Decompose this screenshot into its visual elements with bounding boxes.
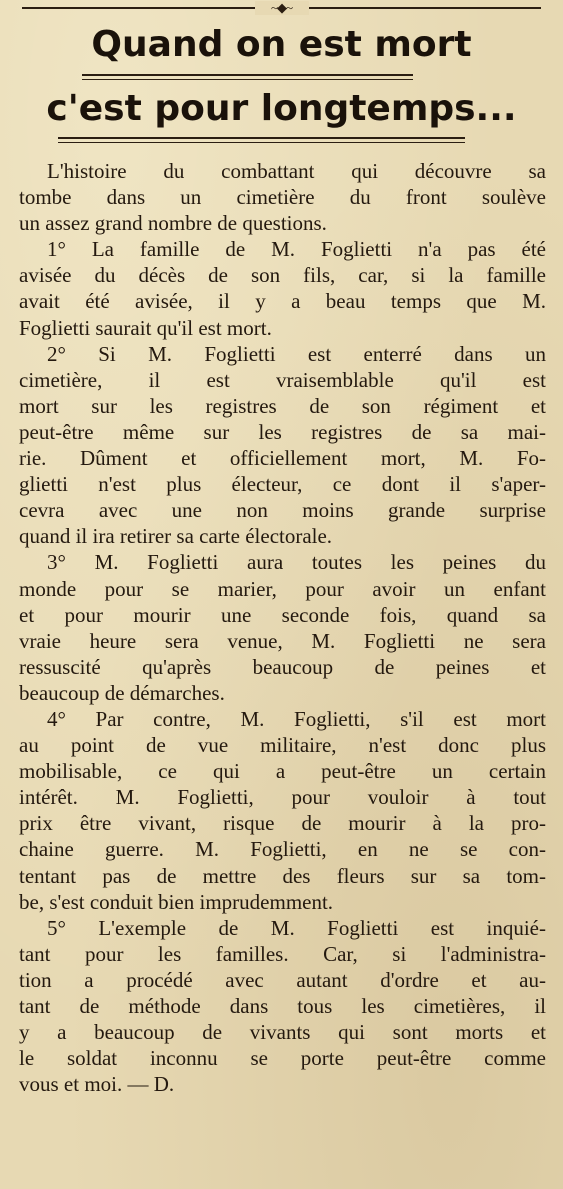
article-paragraph xyxy=(19,236,546,340)
text-line: peut-être même sur les registres de sa mai- xyxy=(19,419,546,444)
article-paragraph xyxy=(19,706,546,915)
article-body xyxy=(19,158,546,1097)
text-line: beaucoup de démarches. xyxy=(19,680,225,705)
text-line: tant pour les familles. Car, si l'administra- xyxy=(19,941,546,966)
top-ornament: ~◆~ xyxy=(255,1,309,15)
text-line: glietti n'est plus électeur, ce dont il s'aper- xyxy=(19,472,546,497)
text-line: cevra avec une non moins grande surprise xyxy=(19,498,546,523)
text-line: chaine guerre. M. Foglietti, en ne se con- xyxy=(19,837,546,862)
headline-rule xyxy=(82,79,413,80)
headline-rule xyxy=(82,74,413,76)
text-line: 4° Par contre, M. Foglietti, s'il est mort xyxy=(47,706,546,731)
text-line: ressuscité qu'après beaucoup de peines et xyxy=(19,654,546,679)
article-paragraph xyxy=(19,915,546,1098)
text-line: 2° Si M. Foglietti est enterré dans un xyxy=(47,341,546,366)
article-paragraph xyxy=(19,341,546,550)
text-line: intérêt. M. Foglietti, pour vouloir à tout xyxy=(19,785,546,810)
headline-rule xyxy=(58,142,465,143)
article-paragraph xyxy=(19,158,546,236)
text-line: mobilisable, ce qui a peut-être un certain xyxy=(19,759,546,784)
text-line: rie. Dûment et officiellement mort, M. Fo- xyxy=(19,446,546,471)
headline-line-1: Quand on est mort xyxy=(91,24,472,65)
text-line: 5° L'exemple de M. Foglietti est inquié- xyxy=(47,915,546,940)
text-line: et pour mourir une seconde fois, quand sa xyxy=(19,602,546,627)
text-line: vous et moi. — D. xyxy=(19,1072,175,1097)
text-line: le soldat inconnu se porte peut-être comme xyxy=(19,1046,546,1071)
text-line: tentant pas de mettre des fleurs sur sa tom- xyxy=(19,863,546,888)
text-line: prix être vivant, risque de mourir à la pro- xyxy=(19,811,546,836)
text-line: mort sur les registres de son régiment et xyxy=(19,393,546,418)
text-line: cimetière, il est vraisemblable qu'il est xyxy=(19,367,546,392)
headline-rule xyxy=(58,137,465,139)
text-line: tant de méthode dans tous les cimetières, il xyxy=(19,994,546,1018)
text-line: avait été avisée, il y a beau temps que M. xyxy=(19,289,546,314)
text-line: Foglietti saurait qu'il est mort. xyxy=(19,315,272,340)
text-line: quand il ira retirer sa carte électorale. xyxy=(19,524,333,549)
text-line: 1° La famille de M. Foglietti n'a pas été xyxy=(47,237,546,262)
text-line: y a beaucoup de vivants qui sont morts et xyxy=(19,1020,546,1045)
text-line: vraie heure sera venue, M. Foglietti ne sera xyxy=(19,628,546,653)
text-line: tombe dans un cimetière du front soulève xyxy=(19,185,546,210)
text-line: un assez grand nombre de questions. xyxy=(19,211,327,236)
text-line: be, s'est conduit bien imprudemment. xyxy=(19,889,334,914)
text-line: 3° M. Foglietti aura toutes les peines du xyxy=(47,550,546,575)
text-line: au point de vue militaire, n'est donc plus xyxy=(19,733,546,758)
text-line: avisée du décès de son fils, car, si la famille xyxy=(19,263,546,288)
article-paragraph xyxy=(19,549,546,706)
text-line: tion a procédé avec autant d'ordre et au- xyxy=(19,967,546,992)
text-line: monde pour se marier, pour avoir un enfant xyxy=(19,576,546,601)
headline-line-2: c'est pour longtemps... xyxy=(46,88,517,129)
text-line: L'histoire du combattant qui découvre sa xyxy=(47,159,546,183)
